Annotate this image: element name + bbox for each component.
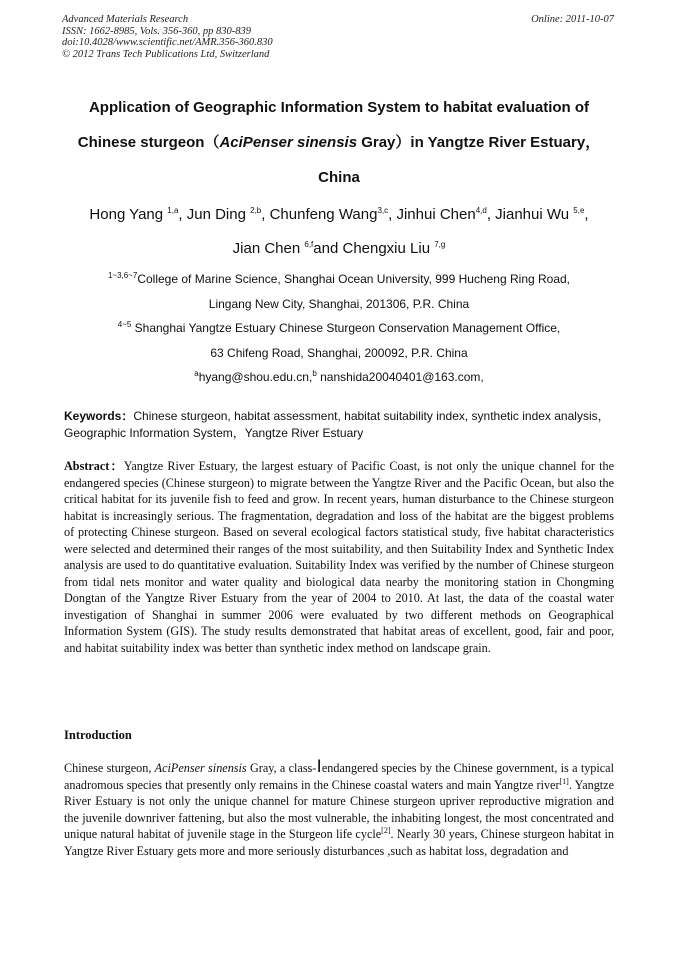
- intro-text: endangered species by the Chinese government, is a typical anadromous species that presently only remains in the Chinese coastal waters and main Yangtze river: [64, 761, 614, 792]
- intro-text: . Nearly 30 years, Chinese sturgeon habitat in Yangtze River Estuary gets more and more seriously disturbances ,such as habitat loss, degradation and: [64, 827, 614, 858]
- author-sup: 5,e: [573, 206, 585, 215]
- abstract-label: Abstract：: [64, 459, 124, 473]
- author-sep: ,: [178, 206, 187, 223]
- author-name: Jianhui Wu: [495, 206, 570, 223]
- email-sup: a: [194, 369, 199, 378]
- doi-line: doi:10.4028/www.scientific.net/AMR.356-360.830: [62, 37, 273, 48]
- title-part-b: Gray）in Yangtze River Estuary，: [357, 134, 601, 151]
- affiliation-1-line-2: Lingang New City, Shanghai, 201306, P.R. China: [208, 296, 470, 311]
- journal-name: Advanced Materials Research: [62, 14, 189, 25]
- abstract-text: Yangtze River Estuary, the largest estuary of Pacific Coast, is not only the unique channel for the endangered species (Chinese sturgeon) to migrate between the Yangtze River and the Pacific Ocean, but also the critical habitat for its juvenile fish to feed and grow. In recent years, human disturbance to the Chinese sturgeon habitat is increasingly serious. The fragmentation, degradation and loss of the habitat are the biggest problems of protecting Chinese sturgeon. Based on several ecological factors statistical study, five habitat characteristics were selected and determined their ranges of the most suitability, and then Suitability Index and Synthetic Index analysis are used to do quantitative evaluation. Suitability Index was verified by the number of Chinese sturgeon from tidal nets monitor and water quality and biological data nearby the monitoring station in Chongming Dongtan of the Yangtze River Estuary from the year of 2004 to 2010. At last, the data of the coastal water investigation of Shanghai in summer 2006 were evaluated by two different methods on Geographical Information System (GIS). The study results demonstrated that habitat areas of excellent, good, fair and poor, and habitat suitability index was better than synthetic index method on landscape grain.: [64, 459, 615, 655]
- affiliation-2-line-2: 63 Chifeng Road, Shanghai, 200092, P.R. China: [210, 345, 468, 360]
- affiliation-sup: 4~5: [117, 320, 132, 329]
- paper-title: [30, 90, 648, 195]
- issn-line: ISSN: 1662-8985, Vols. 356-360, pp 830-839: [62, 25, 251, 37]
- title-line-2: [30, 125, 648, 160]
- author-name: Jian Chen: [232, 240, 301, 257]
- email-sup: b: [312, 369, 317, 378]
- citation-ref-1[interactable]: [1]: [559, 776, 569, 786]
- keywords-text: Chinese sturgeon, habitat assessment, habitat suitability index, synthetic index analysis，Geographic Information System，Yangtze River Estuary: [64, 409, 610, 440]
- author-name: Hong Yang: [89, 206, 164, 223]
- author-sep: ,: [486, 206, 496, 223]
- title-line-1: Application of Geographic Information System to habitat evaluation of: [88, 99, 590, 116]
- author-sep: ,: [584, 206, 589, 223]
- author-list: [30, 198, 648, 266]
- author-sup: 2,b: [250, 206, 262, 215]
- author-name: Jun Ding: [186, 206, 246, 223]
- affiliation-2-line-1: [30, 316, 648, 341]
- introduction-paragraph: [64, 757, 614, 859]
- author-sup: 7,g: [434, 240, 446, 249]
- page-header: [62, 14, 614, 60]
- author-sup: 1,a: [167, 206, 179, 215]
- intro-text: Gray, a class-: [246, 761, 317, 775]
- email-link[interactable]: hyang@shou.edu.cn,: [198, 370, 313, 384]
- author-sup: 4,d: [475, 206, 487, 215]
- author-line-2: [30, 232, 648, 266]
- citation-ref-2[interactable]: [2]: [381, 825, 391, 835]
- online-date: Online: 2011-10-07: [531, 14, 614, 25]
- title-species-italic: AciPenser sinensis: [219, 134, 358, 151]
- affiliation-text: College of Marine Science, Shanghai Ocean University, 999 Hucheng Ring Road,: [137, 272, 571, 286]
- author-sup: 3,c: [377, 206, 389, 215]
- abstract: [64, 458, 614, 656]
- author-name: Chengxiu Liu: [342, 240, 431, 257]
- keywords: [64, 408, 618, 441]
- affiliation-sup: 1~3,6~7: [107, 271, 138, 280]
- author-sep: ,: [388, 206, 397, 223]
- section-heading-introduction: Introduction: [64, 728, 132, 742]
- keywords-label: Keywords：: [64, 409, 134, 423]
- author-name: Chunfeng Wang: [269, 206, 378, 223]
- copyright-line: © 2012 Trans Tech Publications Ltd, Switzerland: [62, 48, 270, 60]
- author-line-1: [30, 198, 648, 232]
- roman-numeral: Ⅰ: [316, 757, 322, 776]
- email-link[interactable]: nanshida20040401@163.com,: [316, 370, 484, 384]
- author-sep: ,: [261, 206, 270, 223]
- affiliations: [30, 267, 648, 390]
- intro-text: Chinese sturgeon,: [64, 761, 155, 775]
- author-sup: 6,f: [304, 240, 314, 249]
- author-name: Jinhui Chen: [396, 206, 476, 223]
- email-line: [30, 365, 648, 390]
- affiliation-text: Shanghai Yangtze Estuary Chinese Sturgeon Conservation Management Office,: [134, 321, 561, 335]
- title-line-3: China: [318, 169, 360, 186]
- author-sep: and: [313, 240, 343, 257]
- intro-species-italic: AciPenser sinensis: [154, 761, 247, 775]
- affiliation-1-line-1: [30, 267, 648, 292]
- title-part-a: Chinese sturgeon（: [77, 134, 220, 151]
- intro-text: . Yangtze River Estuary is not only the unique channel for mature Chinese sturgeon upriver reproductive migration and the juvenile downriver fattening, but also the most vulnerable, the inhabiting longest, the most concentrated and unique natural habitat of juvenile stage in the Sturgeon life cycle: [64, 777, 614, 841]
